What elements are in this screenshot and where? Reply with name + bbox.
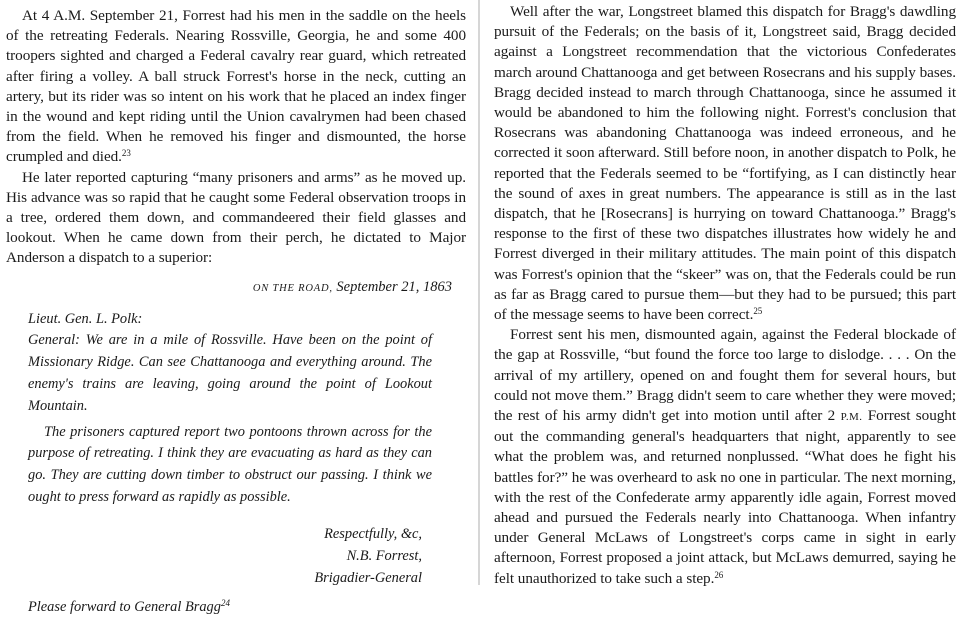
letter-closing: Respectfully, &c, bbox=[324, 525, 422, 542]
paragraph-longstreet-blame bbox=[494, 2, 956, 325]
dispatch-letter bbox=[28, 309, 432, 509]
letter-rank: Brigadier-General bbox=[314, 569, 422, 586]
footnote-ref: 25 bbox=[753, 306, 763, 317]
time-abbrev: P.M. bbox=[840, 411, 863, 424]
paragraph-observation-troops: He later reported capturing “many prisoners and arms” as he moved up. His advance was so rapid that he caught some Federal observation troops in a tree, ordered them down, and commandeered their field glasses and lookout. When he came down from their perch, he dictated to Major Anderson a dispatch to a superior: bbox=[6, 168, 466, 267]
paragraph-text: Well after the war, Longstreet blamed this dispatch for Bragg's dawdling pursuit of the Federals; on the basis of it, Longstreet said, Bragg decided against a Longstreet recommendation that the victorious Confederates march around Chattanooga and get between Rosecrans and his supply bases. Bragg decided instead to march through Chattanooga, since he assumed it would be abandoned to him the following night. Forrest's conclusion that Rosecrans was abandoning Chattanooga was indeed erroneous, and he corrected it soon afterward. Still before noon, in another dispatch to Polk, he reported that the Federals seemed to be “fortifying, as I can distinctly hear the sound of axes in great numbers. The appearance is still as in the last dispatch, that he [Rosecrans] is hurrying on toward Chattanooga.” Bragg's response to the first of these two dispatches illustrates how widely he and Forrest diverged in their military attitudes. The main point of this dispatch was Forrest's opinion that the “skeer” was on, that the Federals could be run as far as Bragg cared to pursue them—but they had to be pursued; this part of the message seems to have been correct. bbox=[494, 3, 956, 324]
paragraph-text: At 4 A.M. September 21, Forrest had his men in the saddle on the heels of the retreating Federals. Nearing Rossville, Georgia, he and some 400 troopers sighted and charged a Federal cavalry rear guard, which retreated after firing a volley. A ball struck Forrest's horse in the neck, cutting an artery, but its rider was so intent on his work that he placed an index finger in the wound and kept riding until the Union cavalrymen had been chased from the field. When he removed his finger and dismounted, the horse crumpled and died. bbox=[6, 7, 466, 166]
paragraph-rossville-charge bbox=[6, 6, 466, 168]
letter-salutation: Lieut. Gen. L. Polk: bbox=[28, 310, 143, 327]
dateline-date: September 21, 1863 bbox=[336, 278, 452, 295]
paragraph-text: Forrest sent his men, dismounted again, against the Federal blockade of the gap at Rossville, “but found the force too large to dislodge. . . . On the arrival of my artillery, opened on and fought them for several hours, but could not move them.” Bragg didn't seem to care whether they were moved; the rest of his army didn't get into motion until after 2 bbox=[494, 326, 956, 425]
right-page bbox=[486, 0, 960, 585]
letter-postscript bbox=[28, 597, 466, 617]
letter-signoff bbox=[6, 523, 422, 589]
left-page bbox=[0, 0, 474, 615]
dateline-place: ON THE ROAD, bbox=[252, 282, 333, 294]
dispatch-dateline bbox=[6, 277, 452, 299]
page-gutter bbox=[478, 0, 480, 585]
footnote-ref: 24 bbox=[220, 597, 230, 608]
postscript-text: Please forward to General Bragg bbox=[28, 598, 221, 615]
letter-signature: N.B. Forrest, bbox=[346, 547, 422, 564]
letter-paragraph: The prisoners captured report two pontoons thrown across for the purpose of retreating. I think they are evacuating as hard as they can go. They are cutting down timber to obstruct our passing. I think we ought to press forward as rapidly as possible. bbox=[28, 423, 432, 506]
footnote-ref: 23 bbox=[121, 148, 131, 159]
letter-paragraph: General: We are in a mile of Rossville. Have been on the point of Missionary Ridge. Can see Chattanooga and everything around. The enemy's trains are leaving, going around the point of Lookout Mountain. bbox=[28, 332, 432, 414]
footnote-ref: 26 bbox=[714, 569, 724, 580]
paragraph-rossville-blockade bbox=[494, 325, 956, 589]
paragraph-text: Forrest sought out the commanding general's headquarters that night, apparently to see what the problem was, and returned nonplussed. “What does he fight his battles for?” he was overheard to ask no one in particular. The next morning, with the rest of the Confederate army apparently idle again, Forrest moved ahead and pursued the Federals nearly into Chattanooga. When infantry under General McLaws of Longstreet's corps came in sight in early afternoon, Forrest proposed a joint attack, but McLaws demurred, saying he felt unauthorized to take such a step. bbox=[494, 407, 956, 587]
